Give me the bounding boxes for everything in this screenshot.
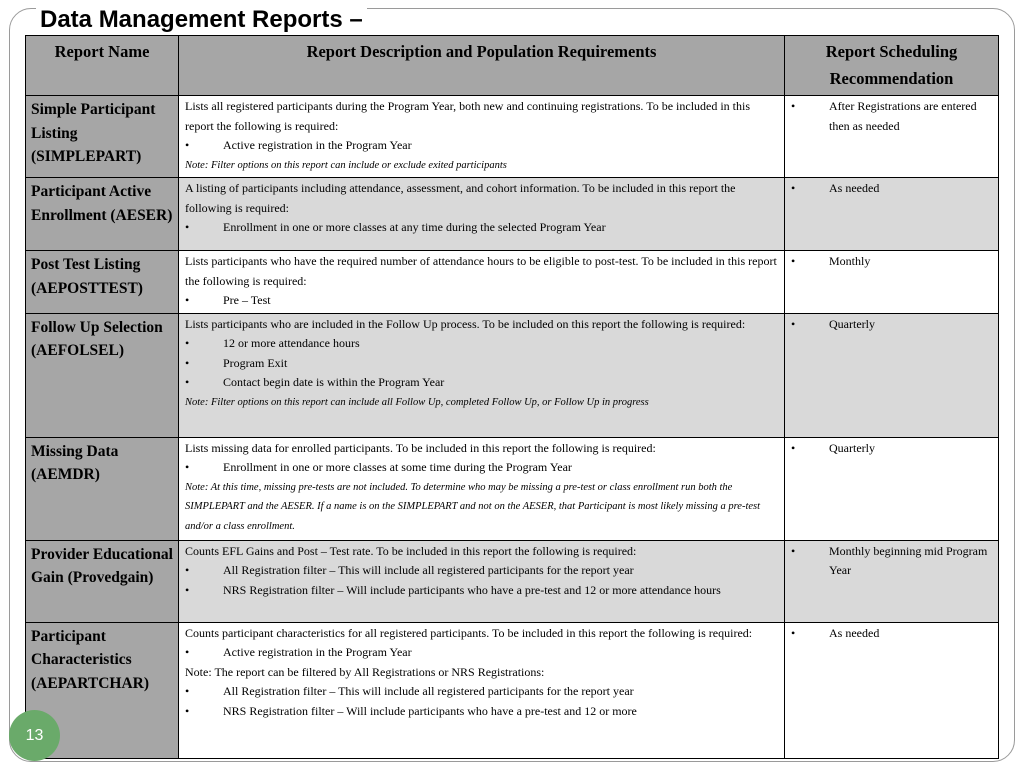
report-note: Note: Filter options on this report can include all Follow Up, completed Follow Up, or Follow Up in progress (185, 396, 649, 408)
report-description-text: Lists participants who are included in the Follow Up process. To be included on this report the following is required: (185, 316, 746, 331)
report-schedule-cell (785, 437, 999, 540)
schedule-bullet: • Monthly beginning mid Program Year (791, 542, 993, 581)
header-report-scheduling: Report Scheduling Recommendation (785, 36, 999, 96)
schedule-bullet: • As needed (791, 179, 993, 199)
report-name-cell: Provider Educational Gain (Provedgain) (26, 540, 179, 622)
report-description-cell (179, 313, 785, 437)
report-row-aeposttest (26, 251, 999, 314)
report-note: Note: Filter options on this report can include or exclude exited participants (185, 159, 507, 171)
requirement-bullet: • All Registration filter – This will include all registered participants for the report year (185, 682, 779, 702)
requirement-bullet: • Enrollment in one or more classes at any time during the selected Program Year (185, 218, 779, 238)
header-report-name: Report Name (26, 36, 179, 96)
report-description-text: Lists participants who have the required number of attendance hours to be eligible to post-test. To be included in this report the following is required: (185, 254, 777, 288)
report-description-text: Counts EFL Gains and Post – Test rate. To be included in this report the following is required: (185, 543, 637, 558)
schedule-bullet: • After Registrations are entered then as needed (791, 97, 993, 136)
report-row-aepartchar (26, 622, 999, 758)
report-row-aefolsel (26, 313, 999, 437)
report-description-cell (179, 96, 785, 178)
requirement-bullet: • Program Exit (185, 354, 779, 374)
report-description-text: Lists all registered participants during the Program Year, both new and continuing registrations. To be included in this report the following is required: (185, 99, 751, 133)
report-description-cell (179, 178, 785, 251)
report-row-aeser (26, 178, 999, 251)
requirement-bullet: • 12 or more attendance hours (185, 334, 779, 354)
report-description-cell (179, 437, 785, 540)
report-row-simplepart (26, 96, 999, 178)
report-note: Note: At this time, missing pre-tests are not included. To determine who may be missing a pre-test or class enrollment run both the SIMPLEPART and the AESER. If a name is on the SIMPLEPART and not on the AESER, that Participant is most likely missing a pre-test and/or a class enrollment. (185, 481, 761, 532)
table-header-row (26, 36, 999, 96)
reports-table (25, 35, 999, 759)
schedule-bullet: • As needed (791, 624, 993, 644)
requirement-bullet: • Contact begin date is within the Program Year (185, 373, 779, 393)
report-description-text: Counts participant characteristics for all registered participants. To be included in this report the following is required: (185, 625, 753, 640)
page-number-badge: 13 (9, 710, 60, 761)
requirement-bullet: • Pre – Test (185, 291, 779, 311)
report-description-cell (179, 251, 785, 314)
report-filter-note: Note: The report can be filtered by All Registrations or NRS Registrations: (185, 664, 545, 679)
report-name-cell: Participant Active Enrollment (AESER) (26, 178, 179, 251)
report-schedule-cell (785, 96, 999, 178)
page-title: Data Management Reports – (36, 4, 367, 36)
report-row-provedgain (26, 540, 999, 622)
report-name-cell: Participant Characteristics (AEPARTCHAR) (26, 622, 179, 758)
report-schedule-cell (785, 622, 999, 758)
requirement-bullet: • All Registration filter – This will include all registered participants for the report year (185, 561, 779, 581)
report-description-cell (179, 540, 785, 622)
report-name-cell: Post Test Listing (AEPOSTTEST) (26, 251, 179, 314)
schedule-bullet: • Quarterly (791, 315, 993, 335)
requirement-bullet: • NRS Registration filter – Will include participants who have a pre-test and 12 or more (185, 702, 779, 722)
report-name-cell: Follow Up Selection (AEFOLSEL) (26, 313, 179, 437)
requirement-bullet: • Active registration in the Program Year (185, 643, 779, 663)
report-schedule-cell (785, 540, 999, 622)
report-name-cell: Simple Participant Listing (SIMPLEPART) (26, 96, 179, 178)
requirement-bullet: • Enrollment in one or more classes at some time during the Program Year (185, 458, 779, 478)
report-schedule-cell (785, 313, 999, 437)
report-description-cell (179, 622, 785, 758)
requirement-bullet: • NRS Registration filter – Will include participants who have a pre-test and 12 or more attendance hours (185, 581, 779, 601)
schedule-bullet: • Quarterly (791, 439, 993, 459)
schedule-bullet: • Monthly (791, 252, 993, 272)
report-name-cell: Missing Data (AEMDR) (26, 437, 179, 540)
report-description-text: Lists missing data for enrolled participants. To be included in this report the following is required: (185, 440, 656, 455)
report-row-aemdr (26, 437, 999, 540)
report-description-text: A listing of participants including attendance, assessment, and cohort information. To be included in this report the following is required: (185, 181, 736, 215)
report-schedule-cell (785, 251, 999, 314)
report-schedule-cell (785, 178, 999, 251)
header-report-description: Report Description and Population Requirements (179, 36, 785, 96)
requirement-bullet: • Active registration in the Program Year (185, 136, 779, 156)
